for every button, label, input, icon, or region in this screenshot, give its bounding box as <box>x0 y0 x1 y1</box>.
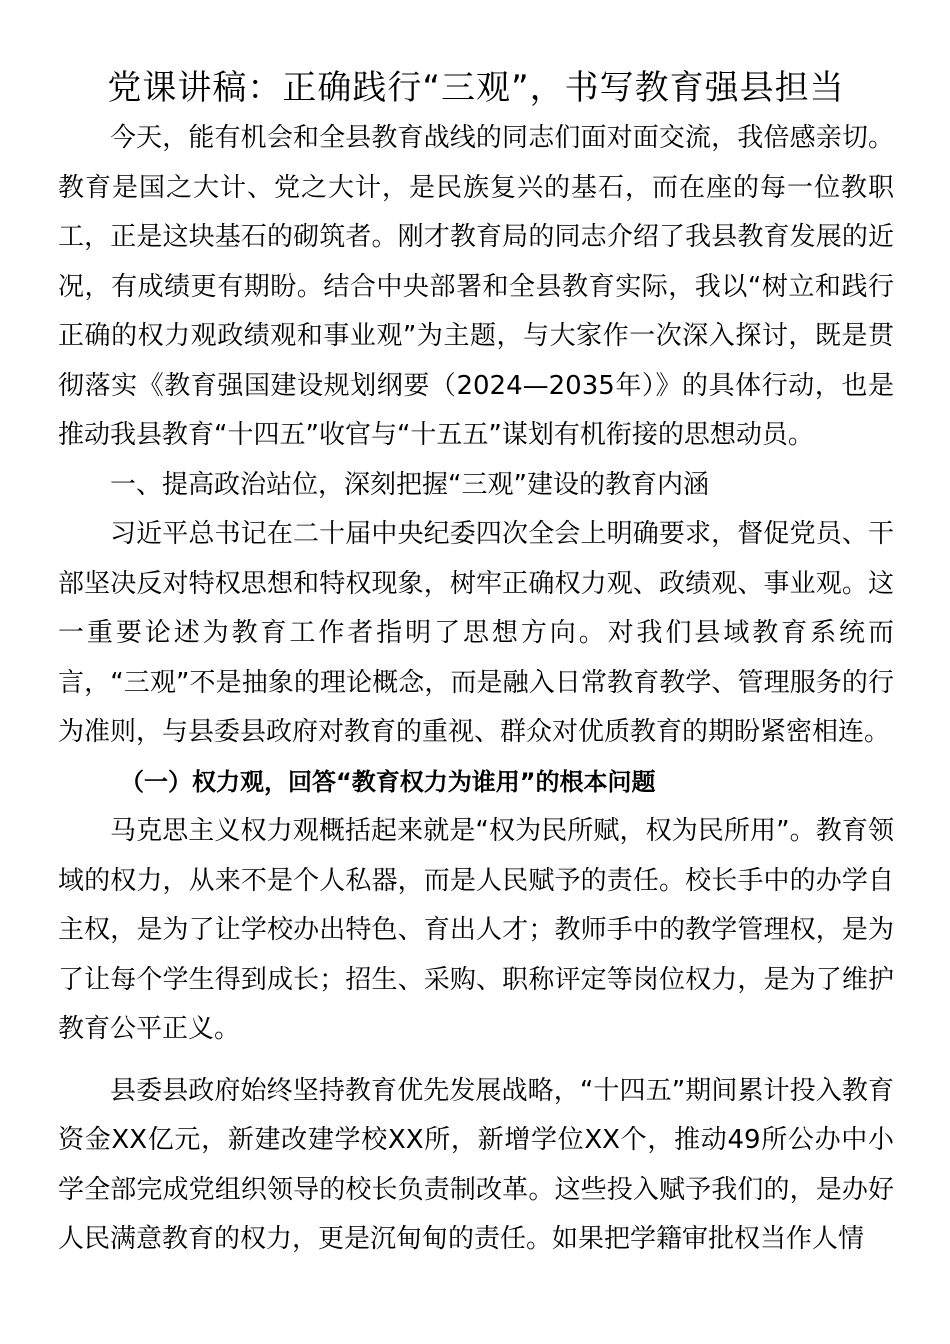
subsection-1-paragraph-2: 县委县政府始终坚持教育优先发展战略，“十四五”期间累计投入教育资金XX亿元，新建改建学校XX所，新增学位XX个，推动49所公办中小学全部完成党组织领导的校长负责制改革。这些投入赋予我们的，是办好人民满意教育的权力，更是沉甸甸的责任。如果把学籍审批权当作人情 <box>58 1075 894 1254</box>
intro-paragraph: 今天，能有机会和全县教育战线的同志们面对面交流，我倍感亲切。教育是国之大计、党之大计，是民族复兴的基石，而在座的每一位教职工，正是这块基石的砌筑者。刚才教育局的同志介绍了我县教育发展的近况，有成绩更有期盼。结合中央部署和全县教育实际，我以“树立和践行正确的权力观政绩观和事业观”为主题，与大家作一次深入探讨，既是贯彻落实《教育强国建设规划纲要（2024—2035年）》的具体行动，也是推动我县教育“十四五”收官与“十五五”谋划有机衔接的思想动员。 <box>58 123 894 450</box>
document-page <box>58 62 894 1265</box>
section-1-paragraph: 习近平总书记在二十届中央纪委四次全会上明确要求，督促党员、干部坚决反对特权思想和特权现象，树牢正确权力观、政绩观、事业观。这一重要论述为教育工作者指明了思想方向。对我们县域教育系统而言，“三观”不是抽象的理论概念，而是融入日常教育教学、管理服务的行为准则，与县委县政府对教育的重视、群众对优质教育的期盼紧密相连。 <box>58 519 894 747</box>
section-1-heading: 一、提高政治站位，深刻把握“三观”建设的教育内涵 <box>110 469 709 500</box>
subsection-1-heading: （一）权力观，回答“教育权力为谁用”的根本问题 <box>120 767 656 796</box>
paragraph-spacer <box>58 1055 894 1067</box>
subsection-1-paragraph: 马克思主义权力观概括起来就是“权为民所赋，权为民所用”。教育领域的权力，从来不是个人私器，而是人民赋予的责任。校长手中的办学自主权，是为了让学校办出特色、育出人才；教师手中的教学管理权，是为了让每个学生得到成长；招生、采购、职称评定等岗位权力，是为了维护教育公平正义。 <box>58 816 894 1044</box>
document-title: 党课讲稿：正确践行“三观”，书写教育强县担当 <box>107 68 845 108</box>
